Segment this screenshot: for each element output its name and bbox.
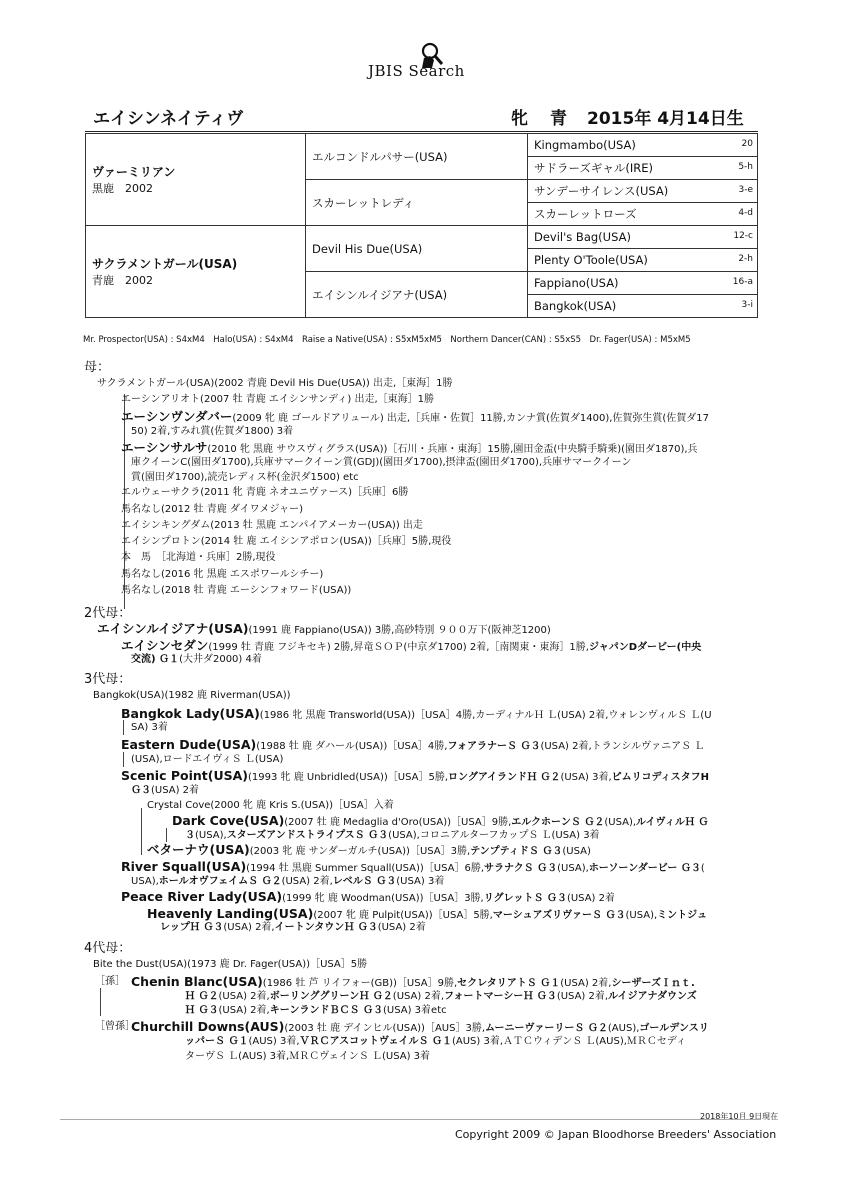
record-highlight: レベルＳ Ｇ３ [332, 876, 397, 887]
record-text: (1991 鹿 Fappiano(USA)) 3勝,高砂特別 ９００万下(阪神芝1200) [248, 625, 551, 636]
record-text: (2009 牝 鹿 ゴールドアリュール) 出走,［兵庫・佐賀］11勝,カンナ賞(佐賀ダ1400),佐賀弥生賞(佐賀ダ17 [232, 413, 710, 424]
record-line [160, 920, 426, 935]
record-text: (2007 牡 鹿 Medaglia d'Oro(USA))［USA］9勝, [284, 817, 512, 828]
record-tag: ［曾孫］ [95, 1021, 135, 1032]
ancestor-name: サンデーサイレンス(USA) [534, 184, 669, 198]
record-name: エーシンヴンダバー [121, 409, 233, 424]
logo-text: JBIS Search [368, 62, 465, 80]
record-line [97, 621, 551, 638]
ancestor-cell: Devil His Due(USA) [306, 226, 528, 272]
ancestor-cell: スカーレットレディ [306, 180, 528, 226]
record-highlight: ルイヴィルＨ Ｇ [636, 817, 709, 828]
dam-cell [86, 226, 306, 318]
header-rule [85, 131, 758, 132]
record-highlight: ゴールデンスリ [639, 1023, 709, 1034]
record-text: (USA) 2着, [281, 876, 333, 887]
record-highlight: キーンランドＢＣＳ Ｇ３ [269, 1005, 383, 1016]
record-text: (2010 牝 黒鹿 サウスヴィグラス(USA))［石川・兵庫・東海］15勝,園田金盃(中央騎手騎乗)(園田ダ1870),兵 [207, 444, 698, 455]
record-text: (1999 牡 青鹿 フジキセキ) 2勝,昇竜ＳＯＰ(中京ダ1700) 2着,［南関東・東海］1勝, [208, 642, 589, 653]
record-highlight: フォートマーシーＨ Ｇ３ [444, 991, 557, 1002]
record-text: (USA) 2着, [560, 978, 612, 989]
record-line [95, 974, 125, 989]
ancestor-cell [528, 249, 758, 272]
record-text: (大井ダ2000) 4着 [179, 654, 262, 665]
family-number: 2-h [738, 254, 753, 264]
record-line: Crystal Cove(2000 牝 鹿 Kris S.(USA))［USA］入着 [147, 800, 394, 811]
horse-color: 青 [550, 109, 567, 129]
record-name: Churchill Downs(AUS) [131, 1019, 285, 1034]
record-text: (USA), [604, 817, 637, 828]
ancestor-cell: エルコンドルパサー(USA) [306, 134, 528, 180]
record-text: (USA) [562, 846, 591, 857]
record-line: 馬名なし(2016 牝 黒鹿 エスポワールシチー) [121, 569, 324, 580]
record-text: (AUS) 3着,ＡＴＣウィデンＳ Ｌ(AUS),ＭＲＣセディ [452, 1036, 687, 1047]
record-text: (USA) 2着 [377, 922, 426, 933]
ancestor-cell [528, 134, 758, 157]
record-name: Eastern Dude(USA) [121, 737, 257, 752]
record-text: (USA) 2着, [218, 1005, 270, 1016]
horse-dob: 2015年 4月14日生 [587, 109, 744, 129]
family-number: 16-a [732, 277, 753, 287]
record-line [185, 989, 697, 1004]
record-highlight: レップＨ Ｇ３ [160, 922, 224, 933]
record-line [185, 1034, 686, 1049]
ancestor-cell [528, 157, 758, 180]
record-text: (2007 牝 鹿 Pulpit(USA))［USA］5勝, [313, 910, 493, 921]
record-text: (2003 牝 鹿 サンダーガルチ(USA))［USA］3勝, [249, 846, 471, 857]
record-line [121, 706, 712, 723]
jbis-search-logo [368, 40, 498, 84]
record-highlight: ロングアイランドＨ Ｇ２ [448, 772, 561, 783]
pedigree-row [86, 134, 758, 157]
record-highlight: テンプティドＳ Ｇ３ [470, 846, 563, 857]
record-highlight: ＶＲＣアスコットヴェイルＳ Ｇ１ [299, 1036, 452, 1047]
pedigree-table [85, 133, 758, 318]
record-text: (USA) 3着 [396, 876, 445, 887]
section-gen3: 3代母： [84, 672, 132, 687]
ancestor-cell: エイシンルイジアナ(USA) [306, 272, 528, 318]
ancestor-cell [528, 180, 758, 203]
record-highlight: Ｈ Ｇ２ [185, 991, 219, 1002]
record-text: (USA) 2着, [556, 991, 609, 1002]
record-text: (USA) 3着etc [383, 1005, 447, 1016]
record-name: ベターナウ(USA) [147, 842, 250, 857]
ancestor-cell [528, 272, 758, 295]
record-highlight: Ｇ３ [131, 785, 151, 796]
ancestor-name: Fappiano(USA) [534, 276, 619, 290]
record-line: エイシンプロトン(2014 牡 鹿 エイシンアポロン(USA))［兵庫］5勝,現役 [121, 536, 452, 547]
ancestor-name: Kingmambo(USA) [534, 138, 636, 152]
record-line [131, 652, 262, 667]
pedigree-row [86, 226, 758, 249]
record-line: Bite the Dust(USA)(1973 鹿 Dr. Fager(USA))［USA］5勝 [93, 959, 368, 970]
record-text: (USA) 2着, [223, 922, 275, 933]
record-text: (USA), [557, 863, 589, 874]
record-line: 賞(園田ダ1700),読売レディス杯(金沢ダ1500) etc [131, 472, 359, 483]
record-highlight: ホールオヴフェイムＳ Ｇ２ [158, 876, 282, 887]
record-name: Bangkok Lady(USA) [121, 706, 260, 721]
family-number: 12-c [733, 231, 753, 241]
record-highlight: ３ [185, 830, 195, 841]
record-line [131, 874, 444, 889]
record-text: (1986 牝 黒鹿 Transworld(USA))［USA］4勝,カーディナルＨ Ｌ(USA) 2着,ウォレンヴィルＳ Ｌ(U [259, 710, 712, 721]
record-line [185, 828, 600, 843]
footer-rule [60, 1119, 760, 1120]
record-highlight: ムーニーヴァーリーＳ Ｇ２ [485, 1023, 608, 1034]
horse-header [85, 104, 758, 128]
record-line [121, 889, 615, 906]
record-line: SA) 3着 [131, 722, 168, 733]
record-name: エイシンルイジアナ(USA) [97, 621, 249, 636]
record-highlight: ピムリコディスタフH [611, 772, 710, 783]
tree-line [123, 752, 124, 767]
ancestor-name: サドラーズギャル(IRE) [534, 161, 654, 175]
record-text: (1986 牡 芦 リイフォー(GB))［USA］9勝, [262, 978, 458, 989]
record-text: (1993 牝 鹿 Unbridled(USA))［USA］5勝, [248, 772, 449, 783]
record-text: (AUS) 3着, [248, 1036, 300, 1047]
record-text: USA), [131, 876, 159, 887]
record-text: (USA) 2着 [151, 785, 200, 796]
sire-cell [86, 134, 306, 226]
record-line [95, 1019, 135, 1034]
as-of-date: 2018年10月 9日現在 [700, 1112, 779, 1121]
record-highlight: ホーソーンダービー Ｇ３ [588, 863, 701, 874]
ancestor-cell [528, 203, 758, 226]
record-line: 50) 2着,すみれ賞(佐賀ダ1800) 3着 [131, 426, 294, 437]
record-text: (2003 牡 鹿 デインヒル(USA))［AUS］3勝, [284, 1023, 486, 1034]
record-line: サクラメントガール(USA)(2002 青鹿 Devil His Due(USA)) 出走,［東海］1勝 [97, 378, 453, 389]
record-tag: ［孫］ [95, 976, 125, 987]
record-line: エーシンアリオト(2007 牡 青鹿 エイシンサンディ) 出走,［東海］1勝 [121, 394, 435, 405]
record-text: (USA) 2着, [218, 991, 270, 1002]
ancestor-name: Bangkok(USA) [534, 299, 617, 313]
record-name: Scenic Point(USA) [121, 768, 248, 783]
record-highlight: Ｈ Ｇ３ [185, 1005, 219, 1016]
family-number: 3-e [738, 185, 753, 195]
dam-sub: 青鹿 2002 [92, 274, 153, 287]
record-line [185, 1003, 447, 1018]
record-highlight: イートンタウンＨ Ｇ３ [274, 922, 378, 933]
horse-name: エイシンネイティヴ [93, 109, 244, 129]
record-text: ( [700, 863, 705, 874]
ancestor-cell [528, 295, 758, 318]
record-line: Bangkok(USA)(1982 鹿 Riverman(USA)) [93, 690, 291, 701]
record-highlight: スターズアンドストライプスＳ Ｇ３ [226, 830, 389, 841]
sire-sub: 黒鹿 2002 [92, 182, 153, 195]
horse-sex: 牝 [511, 109, 528, 129]
record-name: Heavenly Landing(USA) [147, 906, 314, 921]
record-text: (1988 牡 鹿 ダハール(USA))［USA］4勝, [256, 741, 448, 752]
record-highlight: セクレタリアトＳ Ｇ１ [457, 978, 561, 989]
record-line: エルウェーサクラ(2011 牝 青鹿 ネオユニヴァース)［兵庫］6勝 [121, 487, 409, 498]
dam-name: サクラメントガール(USA) [92, 257, 238, 271]
ancestor-name: スカーレットローズ [534, 207, 637, 221]
copyright: Copyright 2009 © Japan Bloodhorse Breeders' Association [455, 1128, 777, 1141]
tree-line [166, 828, 167, 842]
record-text: (USA) 2着, [392, 991, 445, 1002]
record-line: 馬名なし(2018 牡 青鹿 エーシンフォワード(USA)) [121, 585, 352, 596]
record-line: 庫クイーンC(園田ダ1700),兵庫サマークイーン賞(GDJ)(園田ダ1700),摂津盃(園田ダ1700),兵庫サマークイーン [131, 457, 632, 468]
ancestor-cell [528, 226, 758, 249]
record-highlight: ミントジュ [657, 910, 707, 921]
record-text: (USA) 2着 [566, 893, 615, 904]
record-highlight: シーザーズＩｎｔ. [611, 978, 695, 989]
record-text: (USA),コロニアルターフカップＳ Ｌ(USA) 3着 [388, 830, 600, 841]
record-text: (USA) 3着, [560, 772, 612, 783]
record-line [121, 768, 709, 785]
ancestor-name: Plenty O'Toole(USA) [534, 253, 648, 267]
ancestor-name: Devil's Bag(USA) [534, 230, 631, 244]
record-line: 馬名なし(2012 牡 青鹿 ダイワメジャー) [121, 504, 304, 515]
inbreeding-line: Mr. Prospector(USA) : S4xM4 Halo(USA) : S4xM4 Raise a Native(USA) : S5xM5xM5 Northern Dancer(CAN) : S5xS5 Dr. Fager(USA) : M5xM5 [83, 335, 691, 345]
record-highlight: 交流) Ｇ１ [131, 654, 180, 665]
record-highlight: マーシュアズリヴァーＳ Ｇ３ [492, 910, 626, 921]
record-text: (AUS), [607, 1023, 640, 1034]
record-highlight: ボーリンググリーンＨ Ｇ２ [269, 991, 393, 1002]
record-name: Peace River Lady(USA) [121, 889, 283, 904]
section-dam: 母： [84, 360, 111, 375]
record-line: 本 馬 ［北海道・兵庫］2勝,現役 [121, 552, 276, 563]
record-text: (USA), [625, 910, 658, 921]
section-gen4: 4代母： [84, 941, 132, 956]
record-highlight: フォアラナーＳ Ｇ３ [447, 741, 541, 752]
record-name: River Squall(USA) [121, 859, 247, 874]
record-highlight: ッパーＳ Ｇ１ [185, 1036, 249, 1047]
record-name: エーシンサルサ [121, 440, 208, 455]
record-line: (USA),ロードエイヴィＳ Ｌ(USA) [131, 754, 284, 765]
record-highlight: ジャパンDダービー(中央 [588, 642, 702, 653]
record-name: エイシンセダン [121, 638, 209, 653]
record-line: ターヴＳ Ｌ(AUS) 3着,ＭＲＣヴェインＳ Ｌ(USA) 3着 [185, 1051, 431, 1062]
family-number: 5-h [738, 162, 753, 172]
family-number: 3-i [741, 300, 753, 310]
record-highlight: リグレットＳ Ｇ３ [483, 893, 567, 904]
tree-line [100, 988, 101, 1016]
record-name: Dark Cove(USA) [172, 813, 285, 828]
family-number: 20 [741, 139, 753, 149]
record-highlight: エルクホーンＳ Ｇ２ [511, 817, 605, 828]
tree-line [141, 808, 142, 855]
record-highlight: サラナクＳ Ｇ３ [484, 863, 558, 874]
record-name: Chenin Blanc(USA) [131, 974, 263, 989]
record-text: (1999 牝 鹿 Woodman(USA))［USA］3勝, [282, 893, 484, 904]
sire-name: ヴァーミリアン [92, 165, 176, 179]
section-gen2: 2代母： [84, 606, 132, 621]
record-line [131, 783, 199, 798]
record-highlight: ルイジアナダウンズ [608, 991, 697, 1002]
record-line [147, 842, 591, 859]
record-text: (1994 牡 黒鹿 Summer Squall(USA))［USA］6勝, [246, 863, 485, 874]
record-text: (USA) 2着,トランシルヴァニアＳ Ｌ [540, 741, 705, 752]
record-text: (USA), [195, 830, 227, 841]
family-number: 4-d [738, 208, 753, 218]
record-line: エイシンキングダム(2013 牡 黒鹿 エンパイアメーカー(USA)) 出走 [121, 520, 423, 531]
